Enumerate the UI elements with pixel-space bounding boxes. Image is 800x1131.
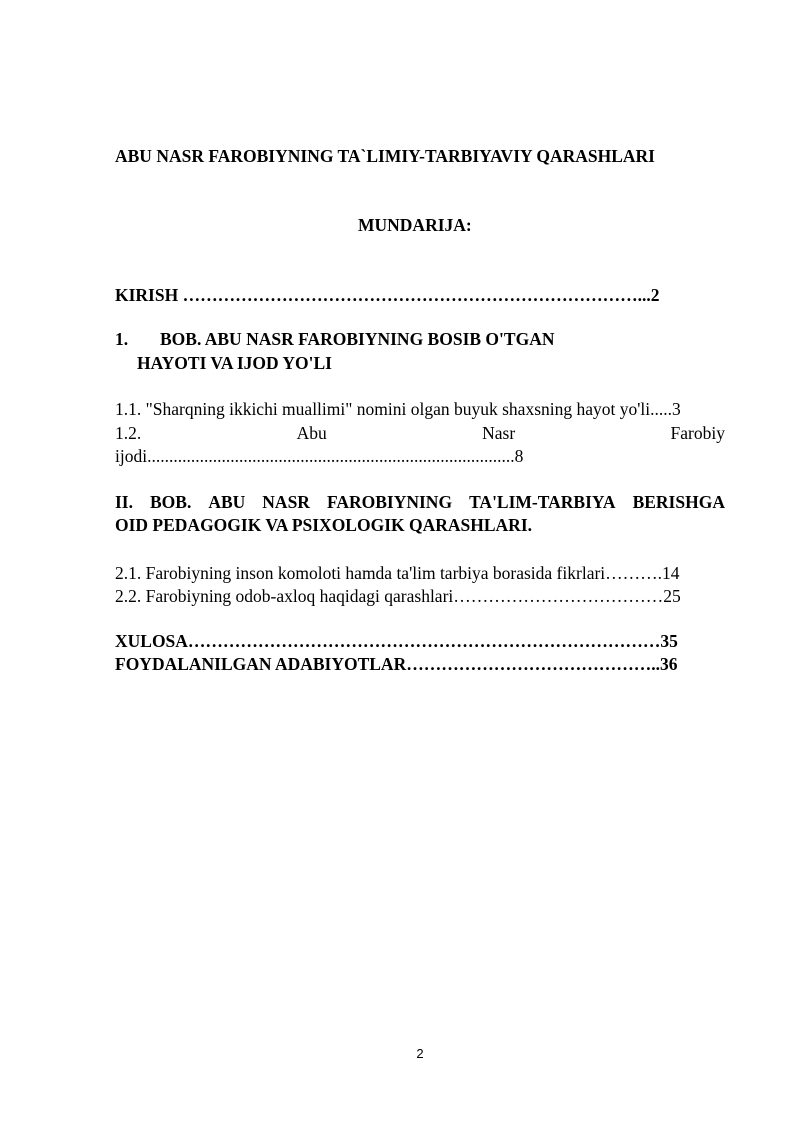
toc-entry-1-2-word: Farobiy	[670, 423, 725, 443]
document-title: ABU NASR FAROBIYNING TA`LIMIY-TARBIYAVIY QARASHLARI	[115, 146, 655, 166]
chapter1-number: 1.	[115, 329, 129, 349]
chapter2-title-word: BOB.	[150, 492, 192, 512]
page-number: 2	[416, 1046, 424, 1061]
chapter2-title-word: BERISHGA	[632, 492, 725, 512]
toc-entry-1-2-word: Abu	[296, 423, 327, 443]
toc-entry-1-2-continuation: ijodi....................................................................................8	[115, 446, 524, 466]
toc-entry-1-2-word: Nasr	[482, 423, 516, 443]
chapter2-title-line1	[115, 491, 725, 513]
chapter2-title-word: NASR	[262, 492, 310, 512]
chapter1-title-line1: BOB. ABU NASR FAROBIYNING BOSIB O'TGAN	[160, 329, 555, 349]
chapter2-title-word: FAROBIYNING	[326, 492, 453, 512]
toc-entry-1-2	[115, 422, 725, 444]
toc-entry-2-2: 2.2. Farobiyning odob-axloq haqidagi qarashlari………………………………25	[115, 586, 681, 606]
toc-entry-kirish: KIRISH ……………………………………………………………………...2	[115, 285, 660, 305]
toc-entry-2-1: 2.1. Farobiyning inson komoloti hamda ta'lim tarbiya borasida fikrlari……….14	[115, 563, 680, 583]
toc-entry-adabiyotlar: FOYDALANILGAN ADABIYOTLAR……………………………………..36	[115, 654, 678, 674]
toc-entry-xulosa: XULOSA………………………………………………………………………35	[115, 631, 678, 651]
toc-heading: MUNDARIJA:	[358, 215, 472, 235]
chapter2-title-word: ABU	[208, 492, 246, 512]
chapter2-title-line2: OID PEDAGOGIK VA PSIXOLOGIK QARASHLARI.	[115, 515, 533, 535]
chapter1-title-line2: HAYOTI VA IJOD YO'LI	[137, 353, 332, 373]
chapter2-title-word: TA'LIM-TARBIYA	[469, 492, 616, 512]
toc-entry-1-1: 1.1. "Sharqning ikkichi muallimi" nomini olgan buyuk shaxsning hayot yo'li.....3	[115, 399, 681, 419]
chapter2-title-word: II.	[115, 492, 133, 512]
toc-entry-1-2-word: 1.2.	[115, 423, 142, 443]
